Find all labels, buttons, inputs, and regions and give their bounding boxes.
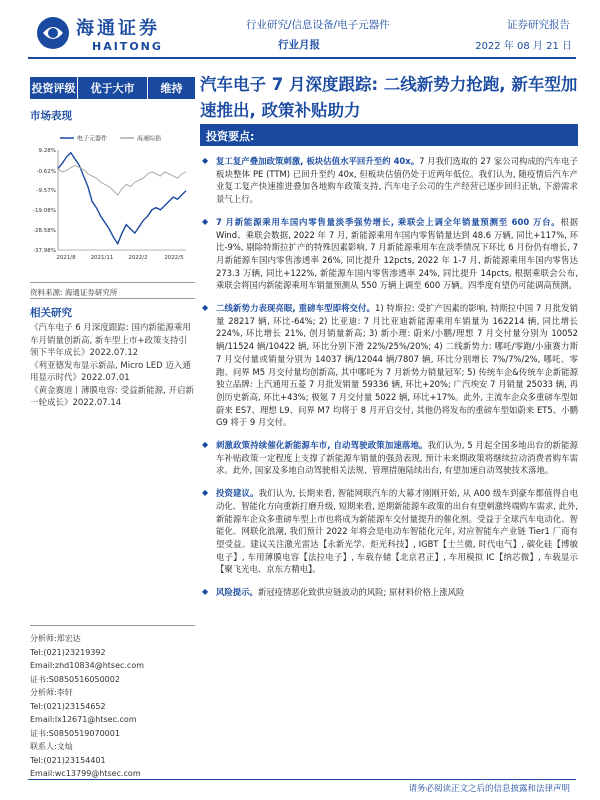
x-tick-label: 2022/5 <box>164 255 184 261</box>
key-point-heading: 7 月新能源乘用车国内零售量淡季强势增长, 乘联会上调全年销量预测至 600 万台。 <box>216 216 561 227</box>
key-point-text: 新冠疫情恶化致供应链波动的风险; 原材料价格上涨风险 <box>257 587 465 598</box>
related-research-list <box>30 322 195 410</box>
key-point <box>200 216 578 292</box>
footer-disclaimer[interactable]: 请务必阅读正文之后的信息披露和法律声明 <box>408 784 570 794</box>
investment-rating <box>30 77 195 99</box>
key-point <box>200 302 578 429</box>
key-point-text: 我们认为, 长期来看, 智能网联汽车的大幕才刚刚开始, 从 A00 级车到豪车都值得自电动化、智能化方向重新打磨升级, 短期来看, 逆期新能源车政策的出台有望刺激终端购车需求, 此外, 新能源车企众多重磅车型上市也将成为新能源车交付量提升的催化剂。受益于全球汽车电动化、智能化、网联化浪潮, 我们预计 2022 年将会是电动车智能化元年, 对应智能车产业链 Tier1 厂商有望受益。建议关注激光雷达【永新光学、炬光科技】, IGBT【士兰微, 时代电气】, 碳化硅【博敏电子】, 车用薄膜电容【法拉电子】, 车载存储【北京君正】, 车用模拟 IC【纳芯微】, 车载显示【聚飞光电、京东方精电】。 <box>216 488 579 575</box>
y-tick-label: -9.57% <box>36 187 56 194</box>
footer-divider <box>28 779 576 780</box>
analyst-line[interactable]: Email:wc13799@htsec.com <box>30 769 141 778</box>
y-tick-label: -37.98% <box>33 248 56 254</box>
report-title: 汽车电子 7 月深度跟踪: 二线新势力抢跑, 新车型加速推出, 政策补贴助力 <box>200 75 578 120</box>
key-point-text: 根据 Wind、乘联会数据, 2022 年 7 月, 新能源乘用车国内零售销量达到 48.6 万辆, 同比+117%, 环比-9%, 剔除特斯拉扩产的特殊因素影响, 7 月新能源乘用车在淡季情况下环比 6 月份仍有增长, 7 月新能源车国内零售渗透率 26%, 同比提升 12pcts, 2022 年 1-7 月, 新能源乘用车国内零售达 273.3 万辆, 同比+122%, 新能源车国内零售渗透率 24%, 同比提升 14pcts, 根据乘联会公布, 乘联会将国内新能源乘用车销量预测从 550 万辆上调至 600 万辆。四季度有望仍可能调高预测。 <box>216 216 578 291</box>
key-point <box>200 487 578 576</box>
report-header <box>0 0 600 62</box>
key-point-heading: 投资建议。 <box>216 488 259 499</box>
y-tick-label: 9.28% <box>38 148 56 154</box>
y-tick-label: -28.58% <box>33 228 56 235</box>
key-point <box>200 155 578 206</box>
key-point-text: 7 月我们选取的 27 家公司构成的汽车电子板块整体 PE (TTM) 已回升至约 40x, 但板块估值仍处于近两年低位。我们认为, 随疫情后汽车产业复工复产快速推进叠加各地购车政策支持, 汽车电子公司的生产经营已逐步回归正轨, 下游需求景气上行。 <box>216 156 578 205</box>
analyst-line: 分析师:郑宏达 <box>30 634 81 643</box>
key-point-text: 我们认为, 5 月起全国多地出台的新能源车补贴政策一定程度上支撑了新能源车销量的强劲表现, 预计未来期政策将继续拉动消费者购车需求。此外, 国家及多地自动驾驶相关法规、管理措施陆续出台, 有望加速自动驾驶技术落地。 <box>216 440 578 476</box>
key-point <box>200 439 578 477</box>
industry-path: 行业研究/信息设备/电子元器件 <box>246 19 390 31</box>
key-point-text: 1) 特斯拉: 受扩产因素的影响, 特斯拉中国 7 月批发销量 28217 辆, 环比-64%; 2) 比亚迪: 7 月比亚迪新能源乘用车销量为 162214 辆, 同比增长 224%, 环比增长 21%, 创月销量新高; 3) 新小理: 蔚来/小鹏/理想 7 月交付量分别为 10052 辆/11524 辆/10422 辆, 环比分别下滑 22%/25%/20%; 4) 二线新势力: 哪吒/零跑/小康赛力斯 7 月交付量或销量分别为 14037 辆/12044 辆/7807 辆, 环比分别增长 7%/7%/2%, 哪吒、零跑、问界 M5 月交付量均创新高, 其中哪吒为 7 月新势力销量冠军; 5) 传统车企&传统车企新能源独立品牌: 上汽通用五菱 7 月批发销量 59336 辆, 环比+20%; 广汽埃安 7 月销量 25033 辆, 再创历史新高, 环比+43%; 极氪 7 月交付量 5022 辆, 环比+17%。此外, 主流车企众多重磅车型如蔚来 ES7、理想 L9、问界 M7 均将于 8 月开启交付, 其他仍将发布的重磅车型如蔚来 ET5、小鹏 G9 将于 9 月交付。 <box>216 303 578 428</box>
analyst-contacts <box>30 632 195 781</box>
report-date: 2022 年 08 月 21 日 <box>475 41 572 52</box>
y-tick-label: -0.62% <box>36 168 56 175</box>
report-type: 行业月报 <box>278 39 320 51</box>
key-point-heading: 刺激政策持续催化新能源车市, 自动驾驶政策加速落地。 <box>216 440 428 451</box>
rating-value: 优于大市 <box>77 77 148 99</box>
y-tick-label: -19.08% <box>33 208 56 215</box>
related-item[interactable]: 《黄金赛道丨薄膜电容: 受益新能源, 开启新一轮成长》2022.07.14 <box>30 385 194 408</box>
analyst-line: Tel:(021)23219392 <box>30 647 106 657</box>
related-divider <box>30 298 195 299</box>
analyst-divider <box>30 625 195 626</box>
related-item[interactable]: 《利亚德发布显示新品, Micro LED 迈入通用显示时代》2022.07.01 <box>30 360 191 383</box>
analyst-line: 联系人:文灿 <box>30 742 73 751</box>
analyst-line: 证书:S0850519070001 <box>30 728 120 738</box>
logo-cn: 海通证券 <box>76 18 160 39</box>
haitong-logo-icon <box>36 16 70 50</box>
key-points-list <box>200 155 578 609</box>
header-divider <box>28 57 576 59</box>
related-label: 相关研究 <box>30 307 72 319</box>
key-point-heading: 复工复产叠加政策刺激, 板块估值水平回升至约 40x。 <box>216 156 420 166</box>
key-point <box>200 586 578 599</box>
analyst-line: 证书:S0850516050002 <box>30 674 120 684</box>
analyst-line: Tel:(021)23154401 <box>30 755 106 765</box>
key-point-heading: 风险提示。 <box>216 587 258 598</box>
key-point-heading: 二线新势力表现亮眼, 重磅车型即将交付。 <box>216 303 376 314</box>
series-line <box>58 165 186 195</box>
key-points-header <box>200 124 578 146</box>
analyst-line: Tel:(021)23154652 <box>30 701 106 711</box>
key-points-label: 投资要点: <box>206 130 255 143</box>
haitong-logo <box>36 12 191 56</box>
logo-en: HAITONG <box>92 40 163 53</box>
market-performance-chart <box>28 130 193 270</box>
report-category: 证券研究报告 <box>507 19 570 31</box>
legend-label: 电子元器件 <box>77 135 108 143</box>
x-tick-label: 2021/11 <box>90 255 114 261</box>
market-label: 市场表现 <box>30 110 72 122</box>
analyst-line[interactable]: Email:lx12671@htsec.com <box>30 715 137 724</box>
chart-divider <box>30 282 195 283</box>
x-tick-label: 2021/8 <box>56 255 76 261</box>
legend-label: 海通综指 <box>137 135 162 143</box>
x-tick-label: 2022/2 <box>128 255 148 261</box>
analyst-line: 分析师:李轩 <box>30 688 73 697</box>
related-item[interactable]: 《汽车电子 6 月深度跟踪: 国内新能源乘用车月销量创新高, 新车型上市+政策支持引领下半年成长》2022.07.12 <box>30 323 191 358</box>
chart-source: 资料来源: 海通证券研究所 <box>30 288 118 297</box>
analyst-line[interactable]: Email:zhd10834@htsec.com <box>30 661 145 670</box>
rating-label: 投资评级 <box>30 77 77 99</box>
rating-status: 维持 <box>148 77 195 99</box>
